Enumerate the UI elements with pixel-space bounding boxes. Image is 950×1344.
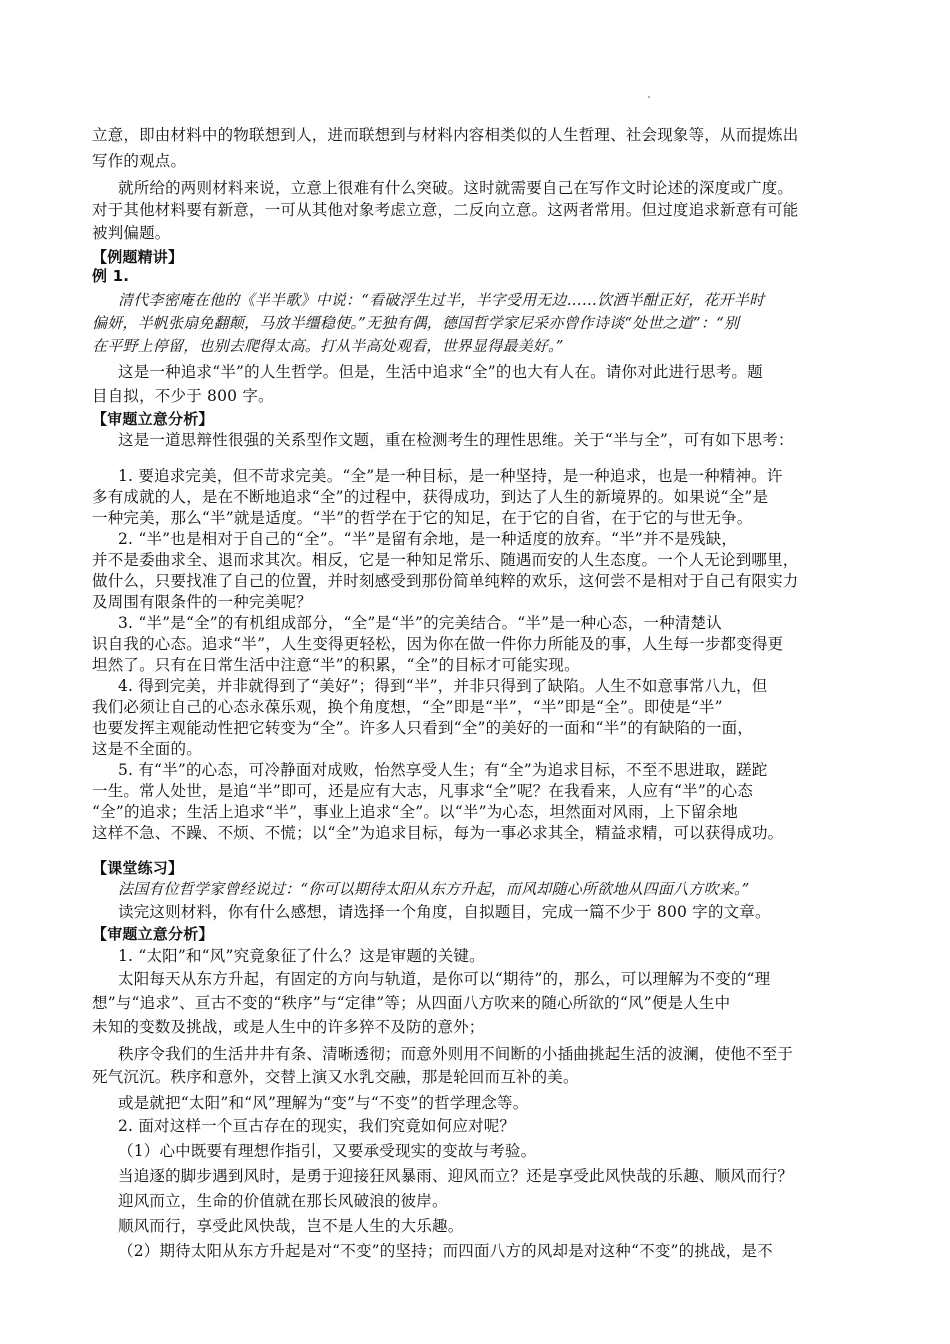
text-line: 顺风而行，享受此风快哉，岂不是人生的大乐趣。 (118, 1217, 464, 1235)
text-line: 立意，即由材料中的物联想到人，进而联想到与材料内容相类似的人生哲理、社会现象等，从而提炼出 (92, 126, 799, 144)
text-line: 识自我的心态。追求“半”，人生变得更轻松，因为你在做一件你力所能及的事，人生每一步都变得更 (92, 635, 784, 653)
text-line: 这是一种追求“半”的人生哲学。但是，生活中追求“全”的也大有人在。请你对此进行思考。题 (118, 363, 763, 381)
text-line: （2）期待太阳从东方升起是对“不变”的坚持；而四面八方的风却是对这种“不变”的挑战，是不 (118, 1242, 773, 1260)
text-line: 也要发挥主观能动性把它转变为“全”。许多人只看到“全”的美好的一面和“半”的有缺陷的一面， (92, 719, 754, 737)
text-line: 4. 得到完美，并非就得到了“美好”；得到“半”，并非只得到了缺陷。人生不如意事常八九，但 (118, 677, 768, 695)
poem-line: 偏妍，半帆张扇免翻颠，马放半缰稳使。”无独有偶，德国哲学家尼采亦曾作诗谈“处世之道”：“别 (92, 314, 740, 332)
text-line: 2. “半”也是相对于自己的“全”。“半”是留有余地，是一种适度的放弃。“半”并不是残缺， (118, 530, 738, 548)
text-line: 1. 要追求完美，但不苛求完美。“全”是一种目标，是一种坚持，是一种追求，也是一种精神。许 (118, 467, 783, 485)
text-line: 一种完美，那么“半”就是适度。“半”的哲学在于它的知足，在于它的自省，在于它的与世无争。 (92, 509, 753, 527)
example-label: 例 1. (92, 267, 130, 285)
text-line: 当追逐的脚步遇到风时，是勇于迎接狂风暴雨、迎风而立？还是享受此风快哉的乐趣、顺风而行？ (118, 1167, 794, 1185)
text-line: 1. “太阳”和“风”究竟象征了什么？这是审题的关键。 (118, 947, 485, 965)
text-line: 这是不全面的。 (92, 740, 202, 758)
text-line: 对于其他材料要有新意，一可从其他对象考虑立意，二反向立意。这两者常用。但过度追求新意有可能 (92, 201, 799, 219)
poem-line: 清代李密庵在他的《半半歌》中说：“看破浮生过半，半字受用无边……饮酒半酣正好，花开半时 (118, 291, 765, 309)
poem-line: 在平野上停留，也别去爬得太高。打从半高处观看，世界显得最美好。” (92, 337, 564, 355)
text-line: 多有成就的人，是在不断地追求“全”的过程中，获得成功，到达了人生的新境界的。如果说“全”是 (92, 488, 769, 506)
section-heading: 【审题立意分析】 (92, 925, 214, 943)
quote-line: 法国有位哲学家曾经说过：“你可以期待太阳从东方升起，而风却随心所欲地从四面八方吹来。” (118, 880, 750, 898)
text-line: 迎风而立，生命的价值就在那长风破浪的彼岸。 (118, 1192, 448, 1210)
text-line: 3. “半”是“全”的有机组成部分，“全”是“半”的完美结合。“半”是一种心态，一种清楚认 (118, 614, 722, 632)
section-heading: 【课堂练习】 (92, 859, 184, 877)
text-line: 或是就把“太阳”和“风”理解为“变”与“不变”的哲学理念等。 (118, 1094, 529, 1112)
text-line: 坦然了。只有在日常生活中注意“半”的积累，“全”的目标才可能实现。 (92, 656, 580, 674)
text-line: 被判偏题。 (92, 224, 171, 242)
text-line: 做什么，只要找准了自己的位置，并时刻感受到那份简单纯粹的欢乐，这何尝不是相对于自己有限实力 (92, 572, 799, 590)
text-line: 目自拟，不少于 800 字。 (92, 387, 274, 405)
section-heading: 【审题立意分析】 (92, 410, 214, 428)
text-line: 2. 面对这样一个亘古存在的现实，我们究竟如何应对呢？ (118, 1117, 516, 1135)
text-line: 一生。常人处世，是追“半”即可，还是应有大志，凡事求“全”呢？在我看来，人应有“半”的心态 (92, 782, 754, 800)
text-line: 死气沉沉。秩序和意外，交替上演又水乳交融，那是轮回而互补的美。 (92, 1068, 579, 1086)
page-mark (648, 96, 650, 98)
text-line: 未知的变数及挑战，或是人生中的许多猝不及防的意外； (92, 1018, 485, 1036)
text-line: 这样不急、不躁、不烦、不慌；以“全”为追求目标，每为一事必求其全，精益求精，可以获得成功。 (92, 824, 784, 842)
text-line: 我们必须让自己的心态永葆乐观，换个角度想，“全”即是“半”，“半”即是“全”。即使是“半” (92, 698, 723, 716)
text-line: 太阳每天从东方升起，有固定的方向与轨道，是你可以“期待”的，那么，可以理解为不变的“理 (118, 970, 771, 988)
text-line: 及周围有限条件的一种完美呢？ (92, 593, 312, 611)
text-line: 想”与“追求”、亘古不变的“秩序”与“定律”等；从四面八方吹来的随心所欲的“风”便是人生中 (92, 994, 731, 1012)
text-line: 这是一道思辩性很强的关系型作文题，重在检测考生的理性思维。关于“半与全”，可有如下思考： (118, 431, 794, 449)
text-line: 就所给的两则材料来说，立意上很难有什么突破。这时就需要自己在写作文时论述的深度或广度。 (118, 179, 794, 197)
text-line: 秩序令我们的生活井井有条、清晰透彻；而意外则用不间断的小插曲挑起生活的波澜，使他不至于 (118, 1045, 794, 1063)
text-line: 写作的观点。 (92, 152, 187, 170)
text-line: （1）心中既要有理想作指引，又要承受现实的变故与考验。 (118, 1142, 537, 1160)
text-line: 并不是委曲求全、退而求其次。相反，它是一种知足常乐、随遇而安的人生态度。一个人无论到哪里， (92, 551, 799, 569)
section-heading: 【例题精讲】 (92, 248, 184, 266)
text-line: “全”的追求；生活上追求“半”，事业上追求“全”。以“半”为心态，坦然面对风雨，上下留余地 (92, 803, 738, 821)
text-line: 读完这则材料，你有什么感想，请选择一个角度，自拟题目，完成一篇不少于 800 字的文章。 (118, 903, 771, 921)
text-line: 5. 有“半”的心态，可冷静面对成败，怡然享受人生；有“全”为追求目标，不至不思进取，蹉跎 (118, 761, 768, 779)
